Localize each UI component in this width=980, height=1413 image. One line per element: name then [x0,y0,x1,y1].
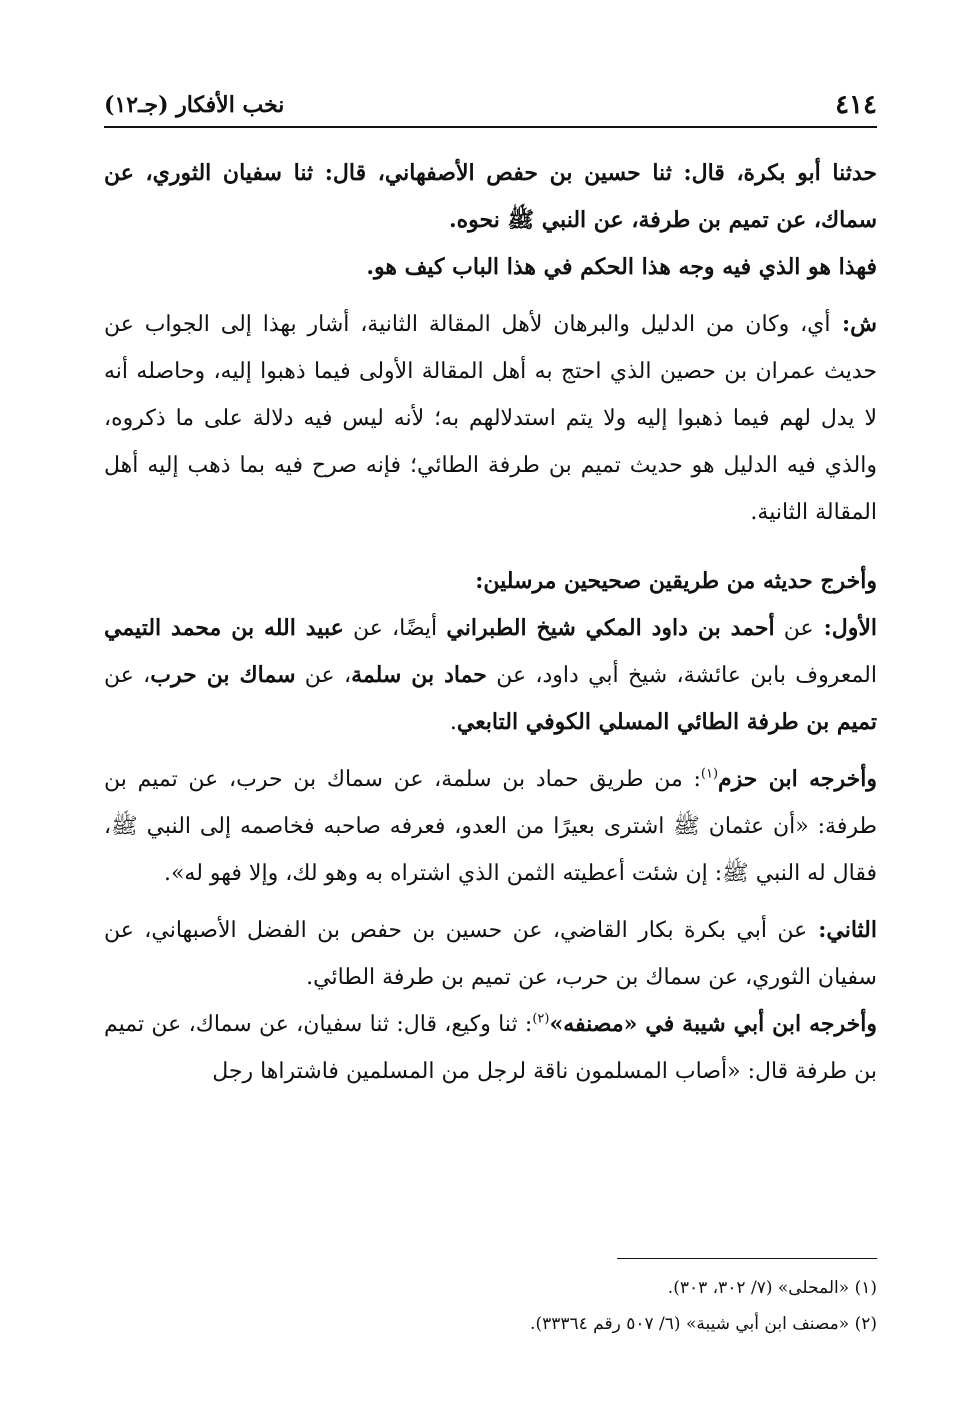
main-text [104,150,877,1095]
text-segment: وأخرجه ابن حزم [718,766,877,792]
text-segment: حماد بن سلمة [351,662,487,688]
text-segment: عن أبي بكرة بكار القاضي، عن حسين بن حفص بن الفضل الأصبهاني، عن سفيان الثوري، عن سماك بن حرب، عن تميم بن طرفة الطائي. [104,918,877,990]
paragraph [104,301,877,536]
footnote-ref: (٢) [532,1011,550,1027]
text-segment: تميم بن طرفة الطائي المسلي الكوفي التابعي [456,709,877,735]
text-segment: أحمد بن داود المكي شيخ الطبراني [446,615,775,641]
running-title: نخب الأفكار (جـ١٢) [104,92,285,118]
footnotes [104,1270,877,1342]
paragraph [104,1001,877,1095]
footnote-separator [617,1258,877,1259]
text-segment: وأخرجه ابن أبي شيبة في «مصنفه» [549,1011,878,1037]
paragraph [104,244,877,291]
text-segment: أيضًا، عن [343,616,447,641]
text-segment: ش: [830,311,877,337]
text-segment: فهذا هو الذي فيه وجه هذا الحكم في هذا الباب كيف هو. [366,254,877,280]
text-segment: الثاني: [807,917,877,943]
paragraph [104,558,877,605]
footnote: (١) «المحلى» (٧/ ٣٠٢، ٣٠٣). [667,1278,877,1298]
text-segment: : من طريق حماد بن سلمة، عن سماك بن حرب، عن تميم بن طرفة: «أن عثمان ﷺ اشترى بعيرًا من العدو، فعرفه صاحبه فخاصمه إلى النبي ﷺ، فقال له النبي ﷺ: إن شئت أعطيته الثمن الذي اشتراه به وهو لك، وإلا فهو له». [104,767,877,886]
page-header [104,86,877,128]
text-segment: سماك بن حرب [150,662,296,688]
text-segment: عبيد الله بن محمد التيمي [104,615,344,641]
text-segment: وأخرج حديثه من طريقين صحيحين مرسلين: [475,568,877,594]
footnote: (٢) «مصنف ابن أبي شيبة» (٦/ ٥٠٧ رقم ٣٣٣٦٤). [530,1314,877,1334]
text-segment: عن [774,616,814,641]
paragraph [104,907,877,1001]
text-segment: حدثنا أبو بكرة، قال: ثنا حسين بن حفص الأصفهاني، قال: ثنا سفيان الثوري، عن سماك، عن تميم بن طرفة، عن النبي ﷺ نحوه. [104,160,877,233]
text-segment: أي، وكان من الدليل والبرهان لأهل المقالة الثانية، أشار بهذا إلى الجواب عن حديث عمران بن حصين الذي احتج به أهل المقالة الأولى فيما ذهبوا إليه، وحاصله أنه لا يدل لهم فيما ذهبوا إليه ولا يتم استدلالهم به؛ لأنه ليس فيه دلالة على ما ذكروه، والذي فيه الدليل هو حديث تميم بن طرفة الطائي؛ فإنه صرح فيه بما ذهب إليه أهل المقالة الثانية. [104,312,877,525]
paragraph [104,605,877,746]
text-segment: ، عن [104,663,151,688]
text-segment: ، عن [295,663,352,688]
footnote-ref: (١) [700,766,719,782]
text-segment: الأول: [813,615,877,641]
paragraph [104,756,877,897]
page-number: ٤١٤ [835,90,877,120]
paragraph [104,150,877,244]
text-segment: المعروف بابن عائشة، شيخ أبي داود، عن [486,663,877,688]
text-segment: . [449,710,457,735]
text-segment: : ثنا وكيع، قال: ثنا سفيان، عن سماك، عن تميم بن طرفة قال: «أصاب المسلمون ناقة لرجل من المسلمين فاشتراها رجل [104,1012,877,1084]
